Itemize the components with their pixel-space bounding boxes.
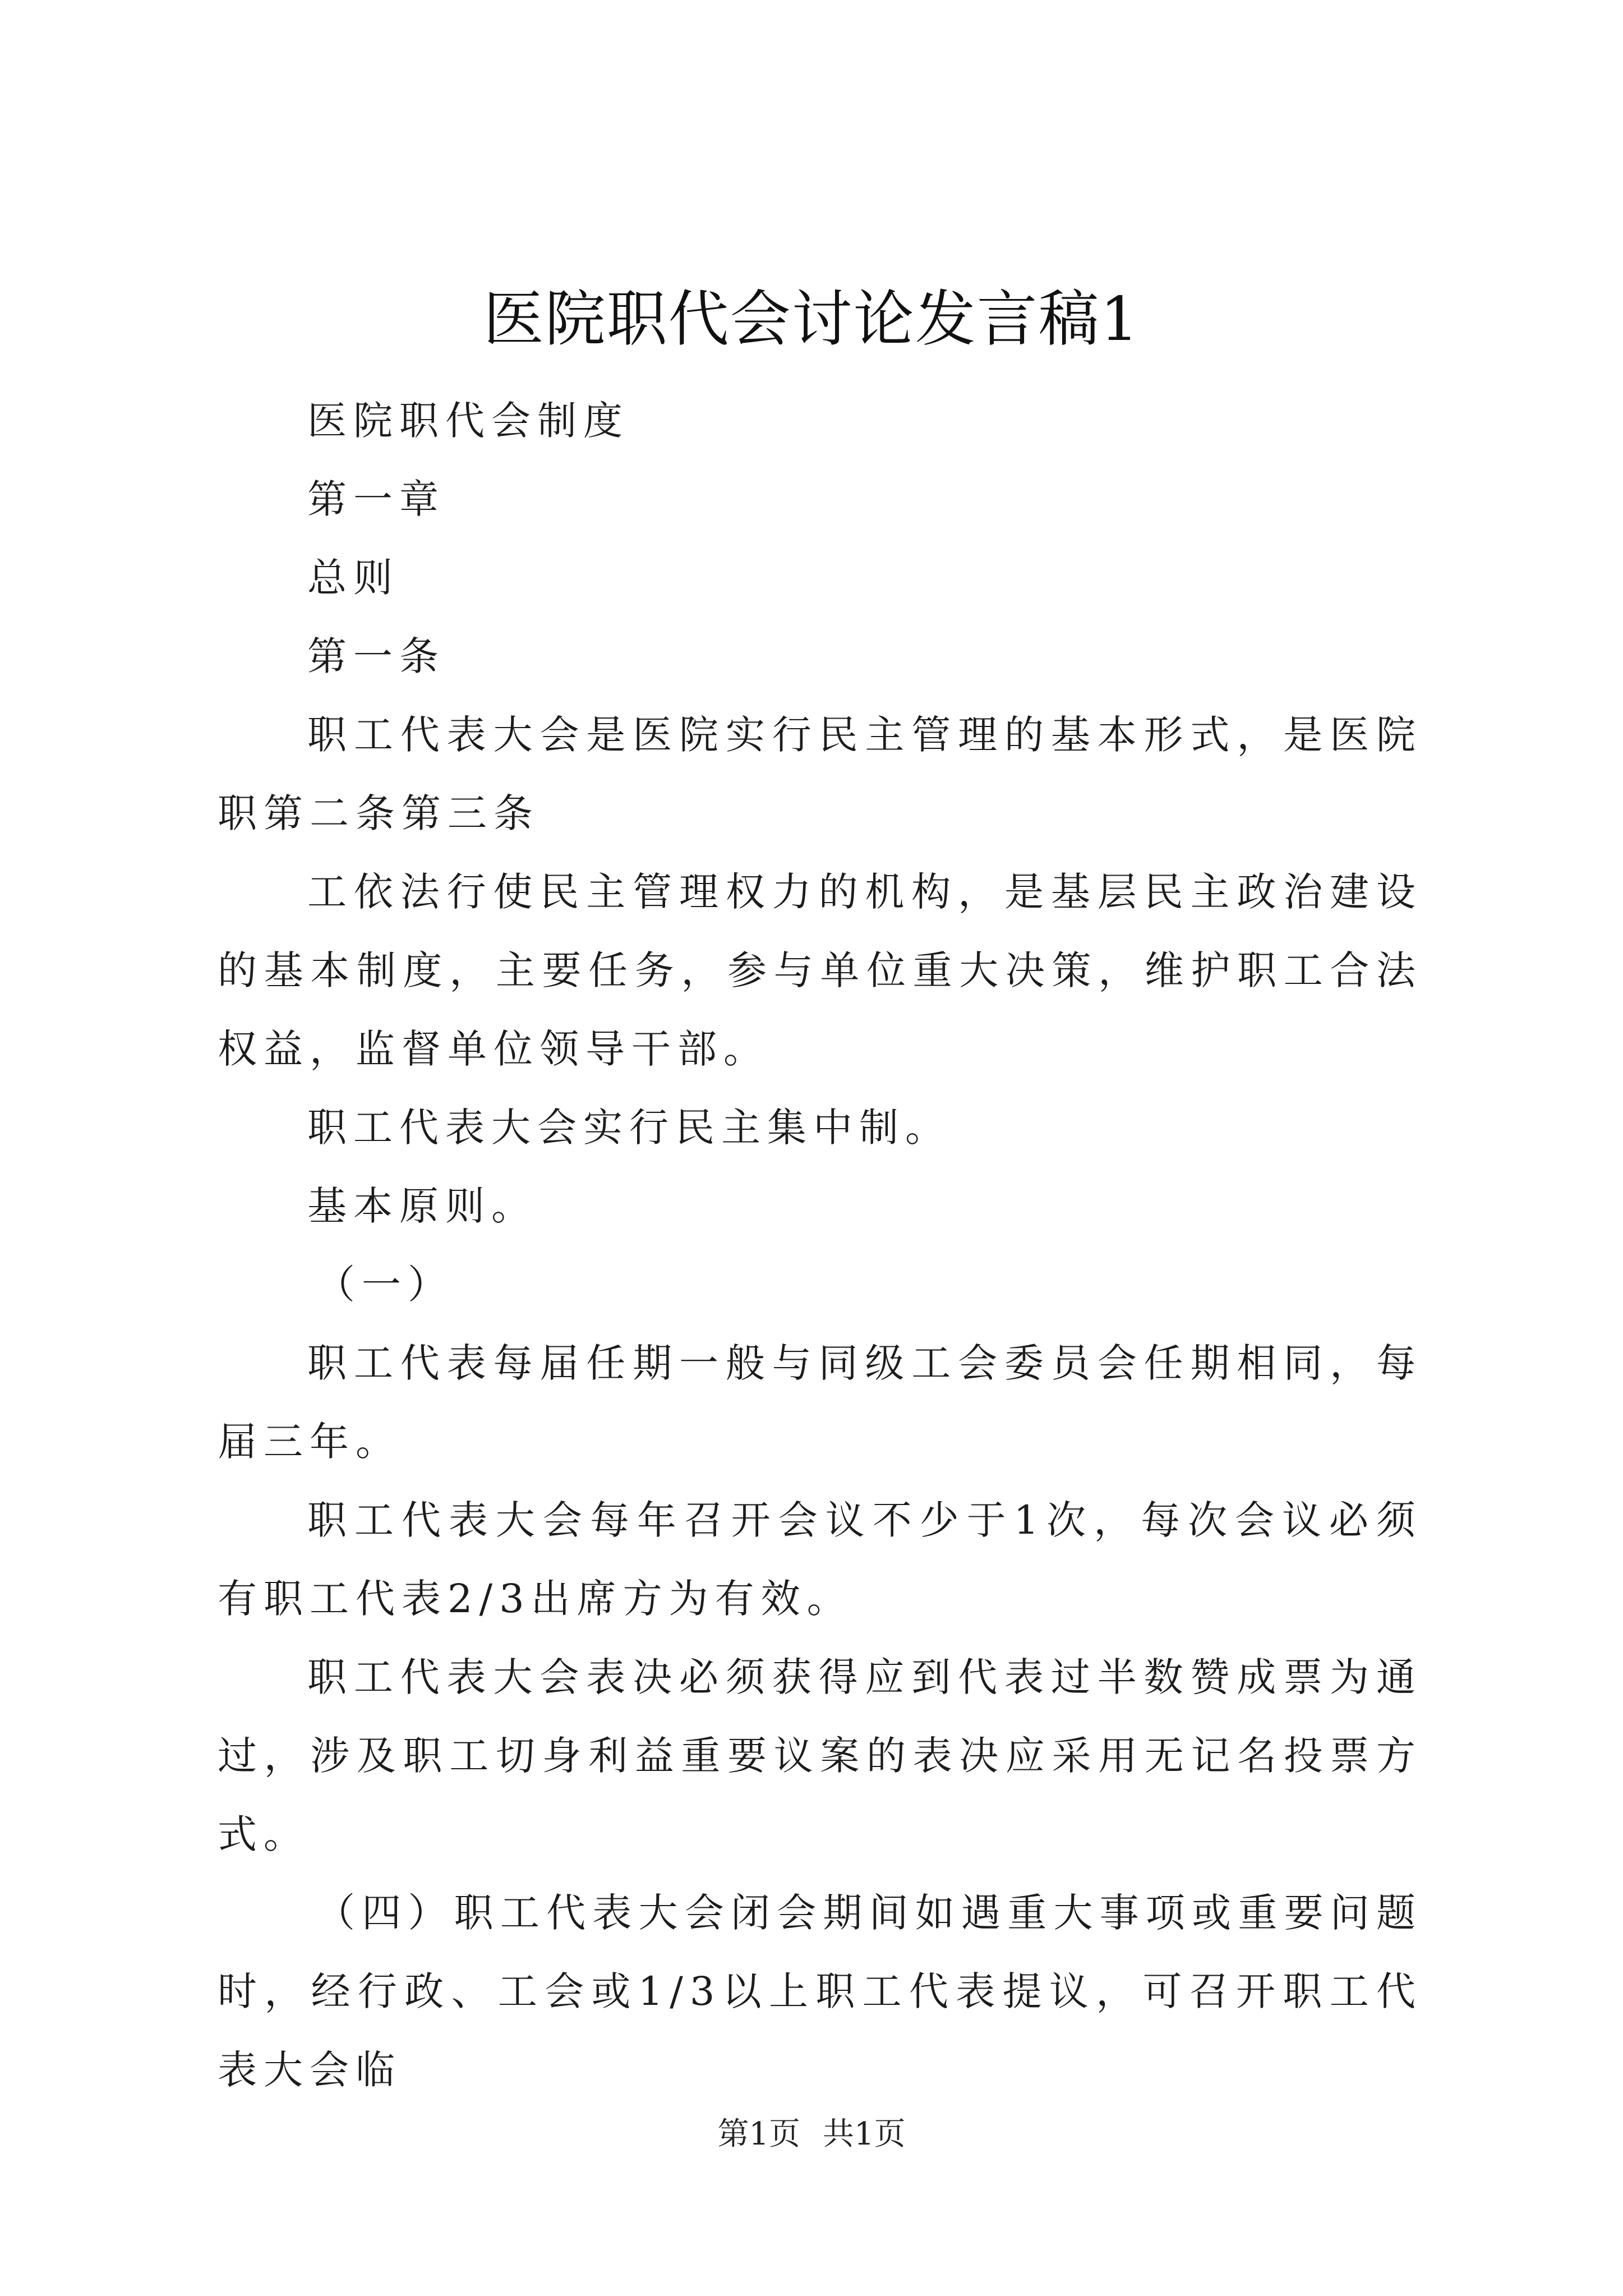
paragraph-chapter-one: 第一章 (307, 476, 445, 522)
paragraph-basic-principles: 基本原则。 (307, 1183, 537, 1229)
paragraph-term-of-office: 职工代表每届任期一般与同级工会委员会任期相同，每届三年。 (218, 1340, 1422, 1465)
paragraph-congress-role: 工依法行使民主管理权力的机构，是基层民主政治建设的基本制度，主要任务，参与单位重大决策，维护职工合法权益，监督单位领导干部。 (218, 869, 1422, 1072)
document-body (218, 381, 1422, 2109)
page-number-total: 共1页 (823, 2116, 906, 2152)
page-footer (0, 2115, 1623, 2154)
paragraph-heading-system: 医院职代会制度 (307, 398, 629, 444)
paragraph-democratic-centralism: 职工代表大会实行民主集中制。 (307, 1105, 951, 1151)
paragraph-article-one: 第一条 (307, 633, 445, 679)
paragraph-voting-rules: 职工代表大会表决必须获得应到代表过半数赞成票为通过，涉及职工切身利益重要议案的表决应采用无记名投票方式。 (218, 1654, 1422, 1857)
paragraph-item-four: （四）职工代表大会闭会期间如遇重大事项或重要问题时，经行政、工会或1/3以上职工代表提议，可召开职工代表大会临 (218, 1890, 1422, 2093)
paragraph-general-provisions: 总则 (307, 555, 399, 601)
paragraph-congress-definition: 职工代表大会是医院实行民主管理的基本形式，是医院职第二条第三条 (218, 712, 1422, 836)
page-number-current: 第1页 (717, 2116, 800, 2152)
paragraph-meeting-frequency: 职工代表大会每年召开会议不少于1次，每次会议必须有职工代表2/3出席方为有效。 (218, 1497, 1422, 1622)
document-title: 医院职代会讨论发言稿1 (483, 284, 1140, 355)
paragraph-item-one: （一） (316, 1262, 454, 1308)
